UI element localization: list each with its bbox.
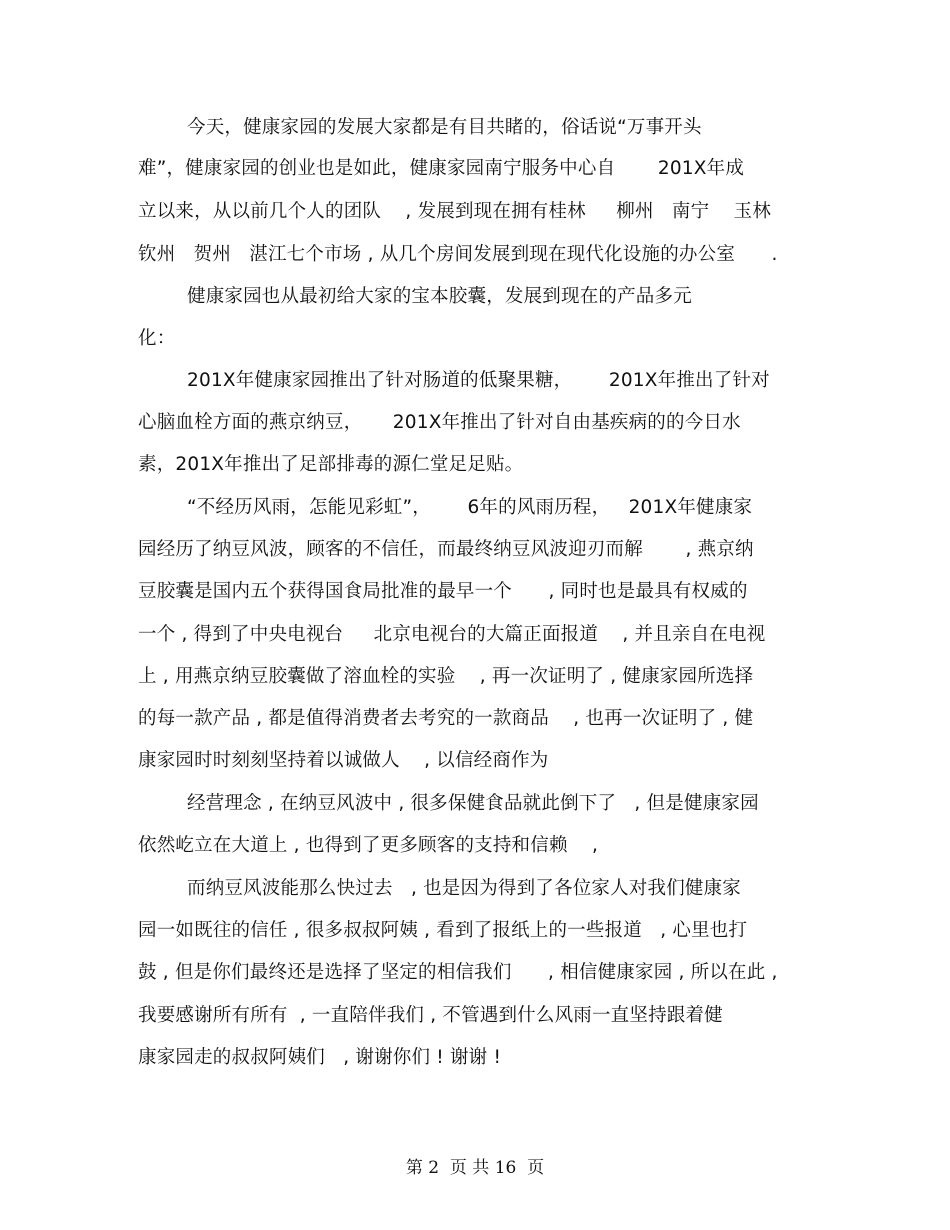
- paragraph-line: 我要感谢所有所有 , 一直陪伴我们 , 不管遇到什么风雨一直坚持跟着健: [138, 1005, 723, 1026]
- paragraph-line: 201X年健康家园推出了针对肠道的低聚果糖， 201X年推出了针对: [187, 370, 770, 391]
- paragraph-line: 立以来，从以前几个人的团队 , 发展到现在拥有桂林 柳州 南宁 玉林: [138, 201, 772, 222]
- paragraph-line: 的每一款产品 , 都是值得消费者去考究的一款商品 , 也再一次证明了 , 健: [138, 708, 754, 729]
- paragraph-line: 一个 , 得到了中央电视台 北京电视台的大篇正面报道 , 并且亲自在电视: [138, 624, 766, 645]
- paragraph-line: 鼓 , 但是你们最终还是选择了坚定的相信我们 , 相信健康家园 , 所以在此 ,: [138, 962, 778, 983]
- paragraph-line: 经营理念 , 在纳豆风波中 , 很多保健食品就此倒下了 , 但是健康家园: [187, 793, 759, 814]
- paragraph-line: 康家园走的叔叔阿姨们 , 谢谢你们 ! 谢谢 !: [138, 1047, 502, 1068]
- page-number-footer: 第 2 页 共 16 页: [405, 1158, 545, 1178]
- paragraph-line: 园一如既往的信任 , 很多叔叔阿姨 , 看到了报纸上的一些报道 , 心里也打: [138, 920, 748, 941]
- paragraph-line: 素，201X年推出了足部排毒的源仁堂足足贴。: [138, 454, 524, 475]
- paragraph-line: 健康家园也从最初给大家的宝本胶囊，发展到现在的产品多元: [187, 286, 692, 307]
- paragraph-line: “不经历风雨，怎能见彩虹”， 6年的风雨历程， 201X年健康家: [187, 497, 753, 518]
- paragraph-line: 依然屹立在大道上 , 也得到了更多顾客的支持和信赖 ,: [138, 835, 599, 856]
- paragraph-line: 钦州 贺州 湛江七个市场 , 从几个房间发展到现在现代化设施的办公室 .: [138, 244, 778, 265]
- paragraph-line: 而纳豆风波能那么快过去 , 也是因为得到了各位家人对我们健康家: [187, 878, 742, 899]
- paragraph-line: 今天，健康家园的发展大家都是有目共睹的，俗话说“万事开头: [187, 117, 702, 138]
- paragraph-line: 豆胶囊是国内五个获得国食局批准的最早一个 , 同时也是最具有权威的: [138, 581, 748, 602]
- paragraph-line: 上 , 用燕京纳豆胶囊做了溶血栓的实验 , 再一次证明了 , 健康家园所选择: [138, 666, 754, 687]
- paragraph-line: 难”，健康家园的创业也是如此，健康家园南宁服务中心自 201X年成: [138, 158, 745, 179]
- paragraph-line: 园经历了纳豆风波，顾客的不信任，而最终纳豆风波迎刃而解 , 燕京纳: [138, 539, 754, 560]
- paragraph-line: 心脑血栓方面的燕京纳豆， 201X年推出了针对自由基疾病的的今日水: [138, 412, 741, 433]
- paragraph-line: 化：: [138, 328, 176, 349]
- paragraph-line: 康家园时时刻刻坚持着以诚做人 , 以信经商作为: [138, 750, 549, 771]
